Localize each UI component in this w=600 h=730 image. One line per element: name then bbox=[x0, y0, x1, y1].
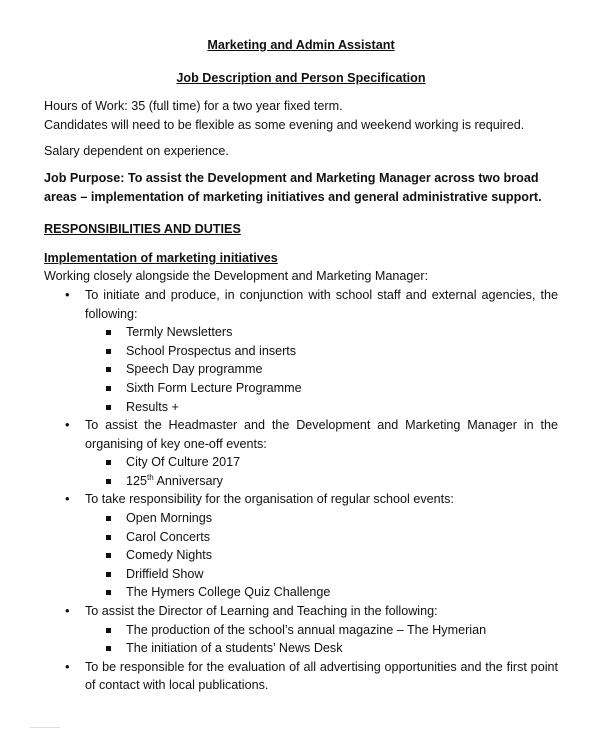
salary-line: Salary dependent on experience. bbox=[44, 144, 229, 159]
sub-item: Termly Newsletters bbox=[85, 323, 558, 342]
sub-item: Results + bbox=[85, 398, 558, 417]
sub-item: The initiation of a students’ News Desk bbox=[85, 639, 558, 658]
sub-list bbox=[85, 323, 558, 416]
sub-item-anniversary bbox=[85, 472, 558, 491]
duty-item bbox=[44, 602, 558, 658]
page-edge-mark bbox=[30, 727, 60, 728]
sub-item: School Prospectus and inserts bbox=[85, 342, 558, 361]
hours-line: Hours of Work: 35 (full time) for a two year fixed term. bbox=[44, 99, 343, 114]
duty-text: To take responsibility for the organisation of regular school events: bbox=[85, 492, 454, 507]
intro-line: Working closely alongside the Development and Marketing Manager: bbox=[44, 269, 429, 284]
duty-item bbox=[44, 286, 558, 416]
duty-text: To assist the Headmaster and the Development and Marketing Manager in the organising of key one-off events: bbox=[85, 418, 558, 451]
sub-list bbox=[85, 453, 558, 490]
sub-item: Sixth Form Lecture Programme bbox=[85, 379, 558, 398]
sub-item: Driffield Show bbox=[85, 565, 558, 584]
sub-item: Comedy Nights bbox=[85, 546, 558, 565]
flexibility-line: Candidates will need to be flexible as some evening and weekend working is required. bbox=[44, 117, 525, 132]
duty-item bbox=[44, 490, 558, 602]
sub-item: Open Mornings bbox=[85, 509, 558, 528]
sub-item: The production of the school’s annual magazine – The Hymerian bbox=[85, 621, 558, 640]
duty-item bbox=[44, 658, 558, 695]
sub-item: The Hymers College Quiz Challenge bbox=[85, 583, 558, 602]
document-title: Marketing and Admin Assistant bbox=[207, 38, 395, 52]
sub-item: Speech Day programme bbox=[85, 360, 558, 379]
duty-item bbox=[44, 416, 558, 490]
duty-text: To be responsible for the evaluation of all advertising opportunities and the first point of contact with local publications. bbox=[85, 659, 558, 693]
anniversary-suffix: th bbox=[147, 472, 154, 482]
document-subtitle: Job Description and Person Specification bbox=[176, 70, 426, 85]
duty-text: To assist the Director of Learning and Teaching in the following: bbox=[85, 604, 438, 619]
duties-list bbox=[44, 286, 558, 695]
anniversary-number: 125 bbox=[126, 473, 148, 488]
sub-list bbox=[85, 621, 558, 658]
sub-item: City Of Culture 2017 bbox=[85, 453, 558, 472]
section-heading: RESPONSIBILITIES AND DUTIES bbox=[44, 222, 241, 237]
sub-item: Carol Concerts bbox=[85, 528, 558, 547]
sub-list bbox=[85, 509, 558, 602]
anniversary-text: Anniversary bbox=[153, 473, 223, 488]
duty-text: To initiate and produce, in conjunction with school staff and external agencies, the following: bbox=[85, 287, 558, 321]
job-purpose: Job Purpose: To assist the Development and Marketing Manager across two broad areas – implementation of marketing initiatives and general administrative support. bbox=[44, 170, 542, 204]
subsection-heading: Implementation of marketing initiatives bbox=[44, 250, 278, 265]
